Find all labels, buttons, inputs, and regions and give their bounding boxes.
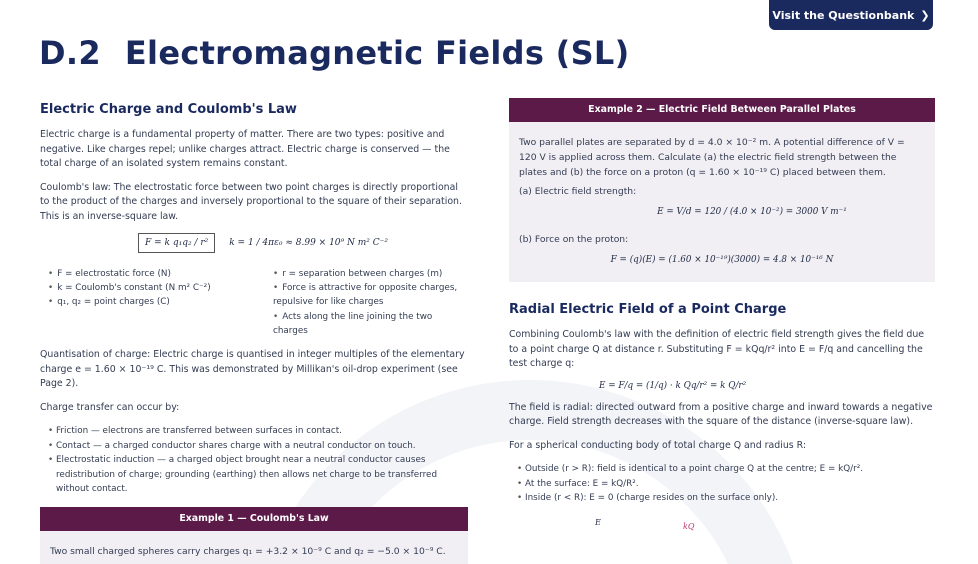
graph-y-axis-label: E xyxy=(595,517,601,527)
list-item: • F = electrostatic force (N) xyxy=(48,267,243,281)
example-1-text: Two small charged spheres carry charges q₁ = +3.2 × 10⁻⁹ C and q₂ = −5.0 × 10⁻⁹ C. xyxy=(50,545,446,557)
paragraph-charge-transfer: Charge transfer can occur by: xyxy=(40,401,180,413)
section-title-radial-field: Radial Electric Field of a Point Charge xyxy=(509,302,787,317)
coulomb-force-equation: F = k q₁q₂ / r² xyxy=(138,233,215,253)
example-2-body xyxy=(509,122,935,282)
list-item: • Acts along the line joining the two charges xyxy=(273,310,468,338)
right-column xyxy=(509,98,935,536)
graph-curve-label: kQ xyxy=(683,521,695,531)
list-item: • Friction — electrons are transferred between surfaces in contact. xyxy=(48,424,468,439)
coulomb-constant-equation: k = 1 / 4πε₀ ≈ 8.99 × 10⁹ N m² C⁻² xyxy=(229,238,388,248)
list-item: • Inside (r < R): E = 0 (charge resides on the surface only). xyxy=(517,491,935,506)
list-item: • r = separation between charges (m) xyxy=(273,267,468,281)
chevron-right-icon: ❯ xyxy=(920,8,930,22)
visit-questionbank-label: Visit the Questionbank xyxy=(772,8,915,22)
example-2-box xyxy=(509,98,935,282)
paragraph-radial-direction: The field is radial: directed outward from a positive charge and inward towards a negative charge. Field strength decreases with the square of the distance (inverse-square law). xyxy=(509,401,933,427)
page-title-number: D.2 xyxy=(39,34,101,72)
example-2-equation-a: E = V/d = 120 / (4.0 × 10⁻²) = 3000 V m⁻¹ xyxy=(657,207,847,217)
paragraph-coulombs-law: Coulomb's law: The electrostatic force between two point charges is directly proportional to the product of the charges and inversely proportional to the square of their separation. This is an inverse-square law. xyxy=(40,181,462,222)
paragraph-electric-charge: Electric charge is a fundamental property of matter. There are two types: positive and negative. Like charges repel; unlike charges attract. Electric charge is conserved — the total charge of an isolated system remains constant. xyxy=(40,129,450,169)
example-2-title: Example 2 — Electric Field Between Parallel Plates xyxy=(509,98,935,122)
symbol-list-left xyxy=(48,267,243,338)
paragraph-spherical-conductor: For a spherical conducting body of total charge Q and radius R: xyxy=(509,439,807,451)
paragraph-radial-field: Combining Coulomb's law with the definition of electric field strength gives the field due to a point charge Q at distance r. Substituting F = kQq/r² into E = F/q and cancelling the test charge q: xyxy=(509,329,925,369)
field-graph-stub xyxy=(509,516,935,536)
section-title-coulomb: Electric Charge and Coulomb's Law xyxy=(40,102,297,117)
example-1-box xyxy=(40,507,468,564)
charge-transfer-list xyxy=(48,424,468,497)
list-item: • Electrostatic induction — a charged object brought near a neutral conductor causes redistribution of charge; grounding (earthing) then allows net charge to be transferred without contact. xyxy=(48,453,468,497)
visit-questionbank-button[interactable] xyxy=(769,0,933,30)
symbol-list-right xyxy=(273,267,468,338)
radial-field-equation: E = F/q = (1/q) · k Qq/r² = k Q/r² xyxy=(599,380,747,391)
paragraph-quantisation: Quantisation of charge: Electric charge is quantised in integer multiples of the elementary charge e = 1.60 × 10⁻¹⁹ C. This was demonstrated by Millikan's oil-drop experiment (see Page 2). xyxy=(40,349,465,390)
example-2-equation-b: F = (q)(E) = (1.60 × 10⁻¹⁹)(3000) = 4.8 × 10⁻¹⁶ N xyxy=(610,255,834,265)
example-2-question: Two parallel plates are separated by d = 4.0 × 10⁻² m. A potential difference of V = 120 V is applied across them. Calculate (a) the electric field strength between the plates and (b) the force on a proton (q = 1.60 × 10⁻¹⁹ C) placed between them. xyxy=(519,137,905,178)
page-title-text: Electromagnetic Fields (SL) xyxy=(124,34,630,72)
symbol-definitions xyxy=(48,267,468,338)
coulomb-equations xyxy=(138,233,468,253)
page-title xyxy=(39,34,630,72)
spherical-conductor-list xyxy=(517,462,935,506)
list-item: • At the surface: E = kQ/R². xyxy=(517,477,935,492)
list-item: • k = Coulomb's constant (N m² C⁻²) xyxy=(48,281,243,295)
example-2-part-a: (a) Electric field strength: xyxy=(519,186,637,197)
left-column xyxy=(40,102,468,564)
example-1-title: Example 1 — Coulomb's Law xyxy=(40,507,468,531)
list-item: • Force is attractive for opposite charges, repulsive for like charges xyxy=(273,281,468,309)
list-item: • q₁, q₂ = point charges (C) xyxy=(48,295,243,309)
list-item: • Contact — a charged conductor shares charge with a neutral conductor on touch. xyxy=(48,439,468,454)
example-2-part-b: (b) Force on the proton: xyxy=(519,234,629,245)
list-item: • Outside (r > R): field is identical to a point charge Q at the centre; E = kQ/r². xyxy=(517,462,935,477)
